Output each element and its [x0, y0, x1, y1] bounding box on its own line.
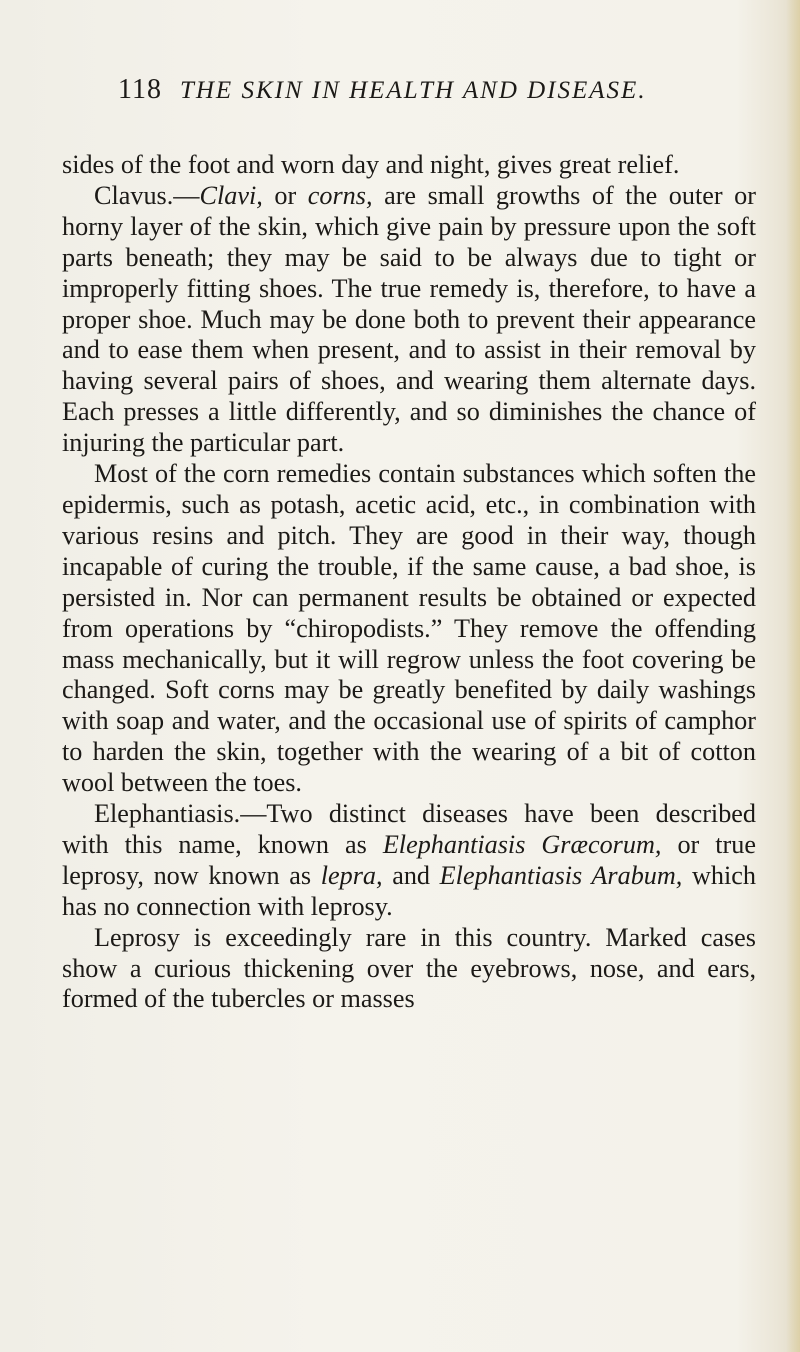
section-heading-clavus: Clavus.: [94, 180, 174, 210]
page-edge-shadow: [786, 0, 800, 1352]
running-title: THE SKIN IN HEALTH AND DISEASE.: [179, 77, 647, 104]
paragraph-continuation: sides of the foot and worn day and night, gives great relief.: [62, 150, 680, 179]
paragraph-corn-remedies: Most of the corn remedies contain substances which soften the epidermis, such as potash, acetic acid, etc., in combination with various resins and pitch. They are good in their way, though incapable of curing the trouble, if the same cause, a bad shoe, is persisted in. Nor can permanent results be obtained or expected from operations by “chiropodists.” They remove the offending mass mechanically, but it will regrow unless the foot covering be changed. Soft corns may be greatly benefited by daily washings with soap and water, and the occasional use of spirits of camphor to harden the skin, together with the wearing of a bit of cotton wool between the toes.: [62, 459, 756, 798]
term-corns: corns,: [307, 180, 373, 210]
term-clavi: Clavi,: [199, 180, 263, 210]
term-lepra: lepra,: [320, 860, 383, 890]
body-text: [62, 150, 756, 1015]
section-heading-elephantiasis: Elephantiasis.: [94, 799, 241, 829]
paragraph-clavus: Clavus.—Clavi, or corns, are small growths of the outer or horny layer of the skin, which give pain by pressure upon the soft parts beneath; they may be said to be always due to tight or improperly fitting shoes. The true remedy is, therefore, to have a proper shoe. Much may be done both to prevent their appearance and to ease them when present, and to assist in their removal by having several pairs of shoes, and wearing them alternate days. Each presses a little differently, and so diminishes the chance of injuring the particular part.: [62, 180, 756, 458]
term-elephantiasis-graecorum: Elephantiasis Græcorum,: [382, 829, 662, 859]
term-elephantiasis-arabum: Elephantiasis Arabum,: [439, 860, 683, 890]
paragraph-elephantiasis: Elephantiasis.—Two distinct diseases have been described with this name, known as Elephantiasis Græcorum, or true leprosy, now known as lepra, and Elephantiasis Arabum, which has no connection with leprosy.: [62, 799, 757, 921]
running-header: [118, 74, 758, 114]
paragraph-leprosy: Leprosy is exceedingly rare in this country. Marked cases show a curious thickening over the eyebrows, nose, and ears, formed of the tubercles or masses: [62, 922, 756, 1014]
page-number: 118: [118, 74, 162, 105]
